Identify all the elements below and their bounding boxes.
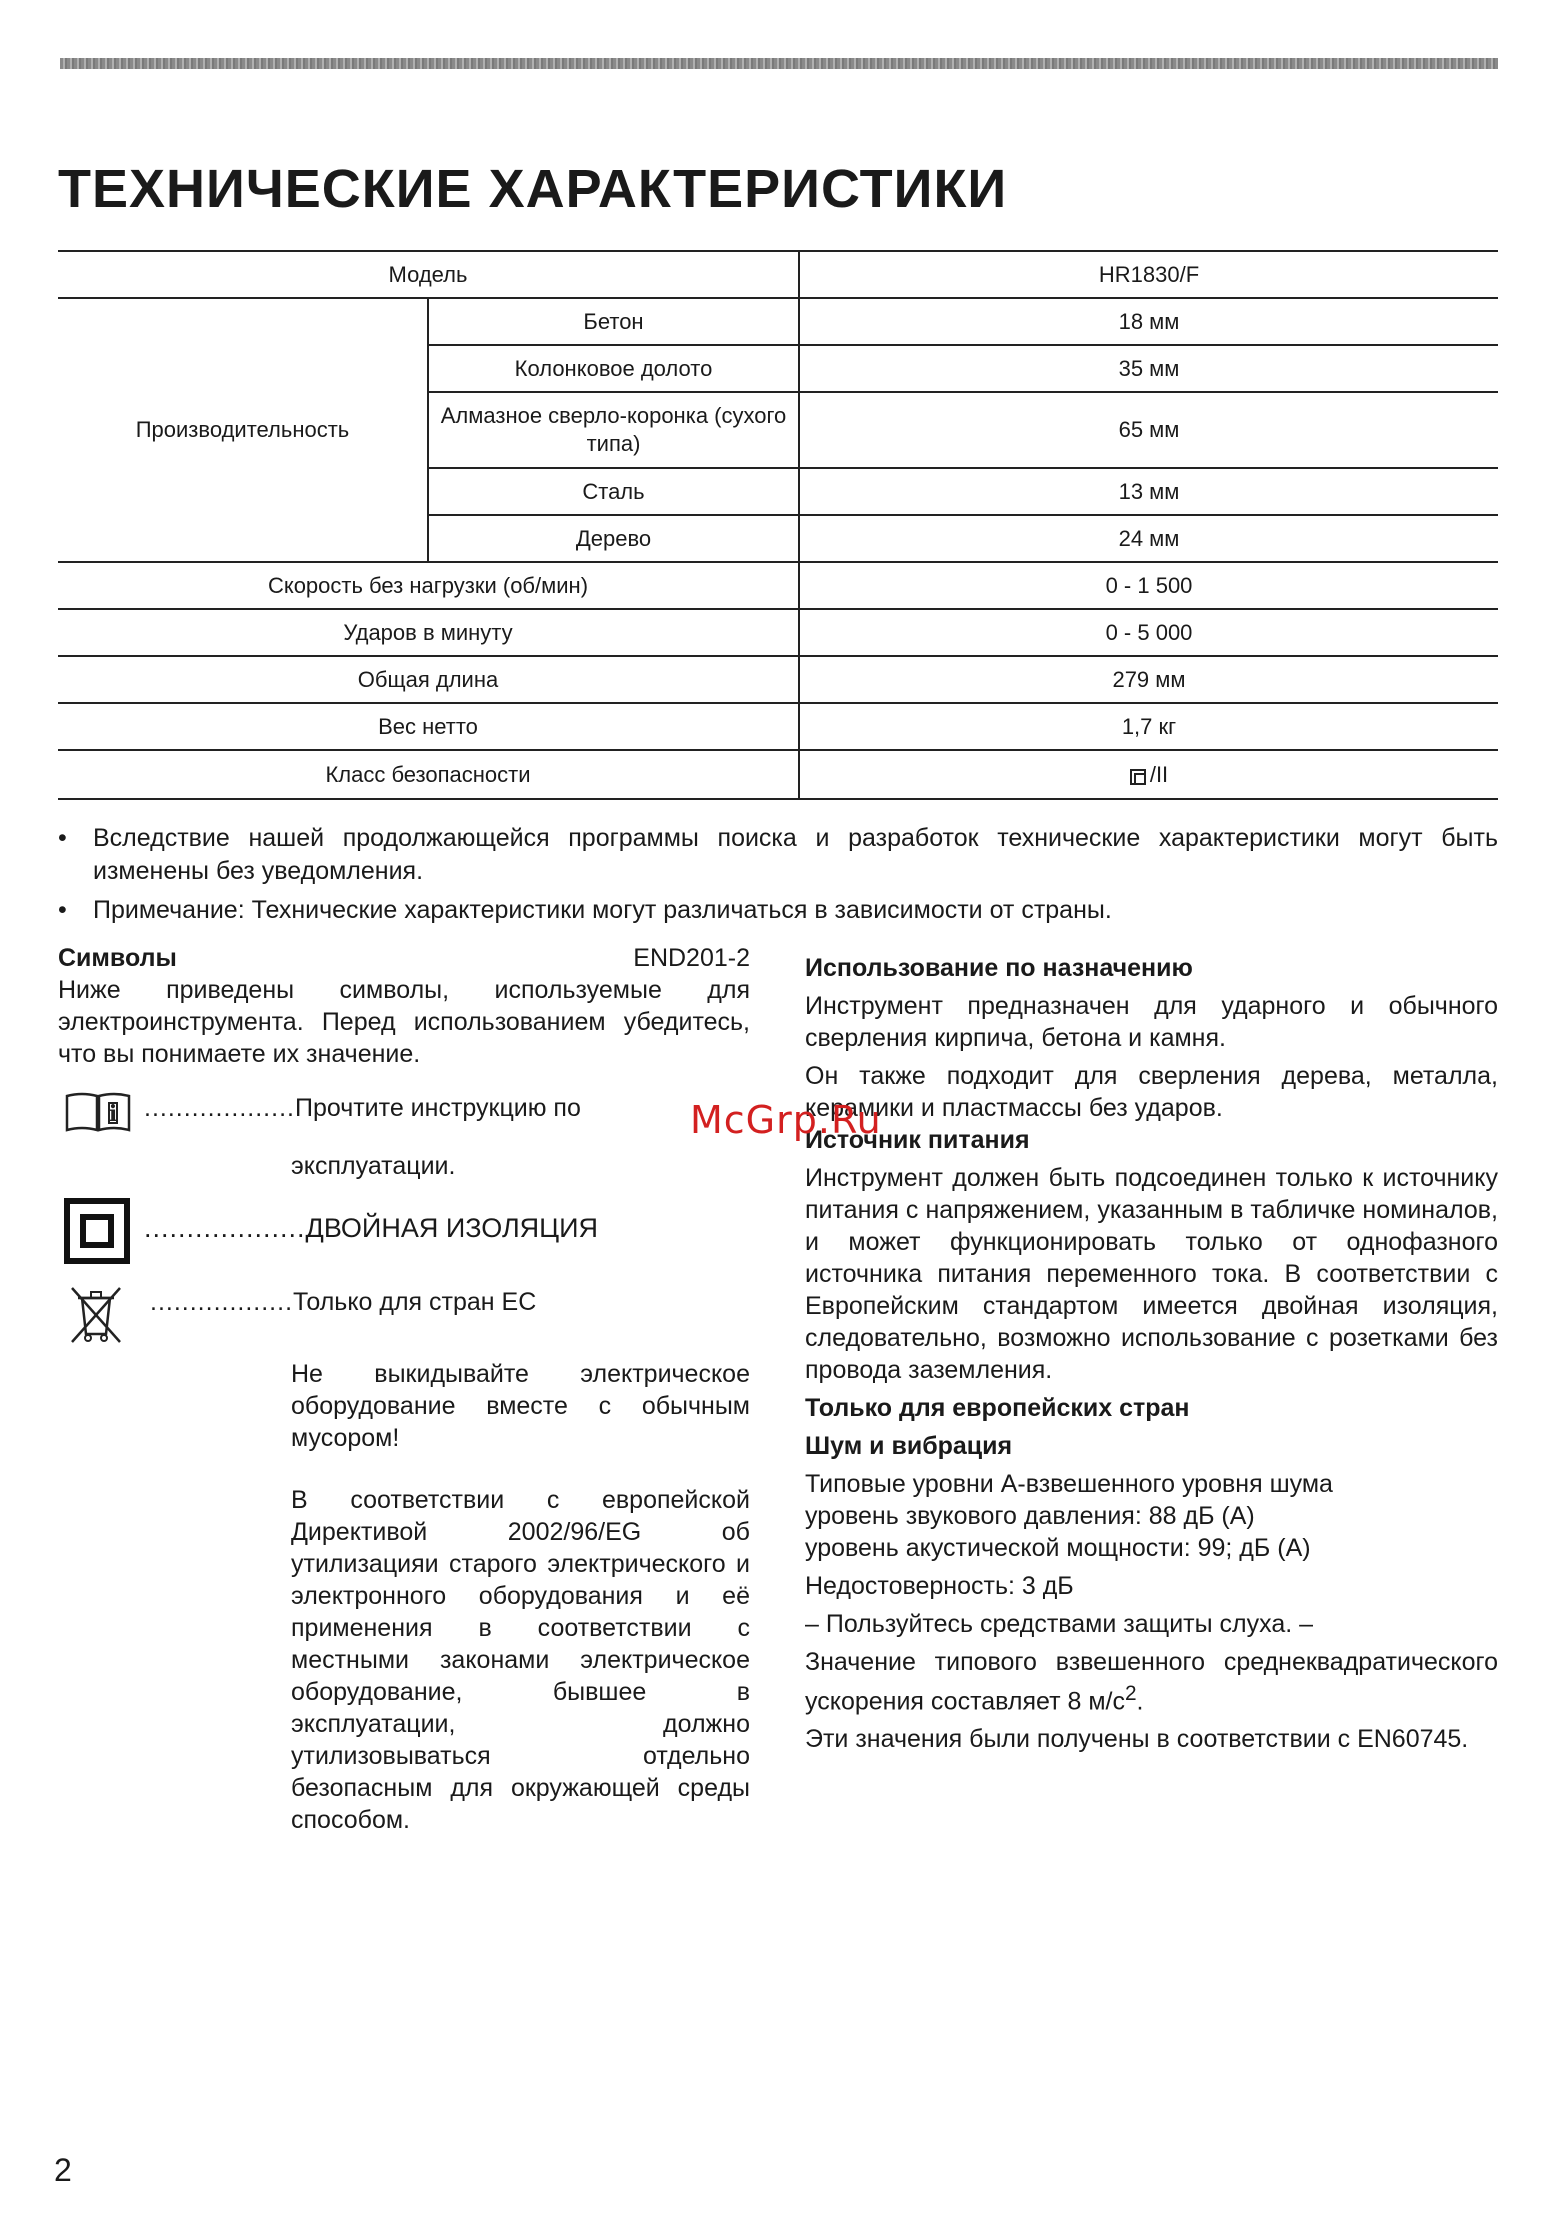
capacity-row-value: 65 мм xyxy=(799,392,1498,468)
power-supply-paragraph: Инструмент должен быть подсоединен только к источнику питания с напряжением, указанным в табличке номиналов, и может функционировать только от однофазного источника питания переменного тока. В соответствии с Европейским стандартом имеется двойная изоляция, следовательно, возможно использование с розетками без провода заземления. xyxy=(805,1164,1498,1384)
page-number: 2 xyxy=(54,2152,72,2188)
symbols-heading: Символы xyxy=(58,944,177,972)
hearing-protection-text: – Пользуйтесь средствами защиты слуха. – xyxy=(805,1610,1314,1638)
symbol-dots: ................... xyxy=(144,1094,295,1122)
symbol-text: Только для стран ЕС xyxy=(293,1288,537,1316)
note-text: Примечание: Технические характеристики могут различаться в зависимости от страны. xyxy=(93,896,1112,924)
eu-only-heading: Только для европейских стран xyxy=(805,1394,1190,1422)
page-title: ТЕХНИЧЕСКИЕ ХАРАКТЕРИСТИКИ xyxy=(58,159,1008,219)
right-column xyxy=(805,952,1498,1755)
intended-use-heading: Использование по назначению xyxy=(805,954,1193,982)
symbol-dots: .................. xyxy=(150,1288,294,1316)
spec-table xyxy=(58,250,1498,800)
symbol-double-insulation xyxy=(58,1194,750,1274)
capacity-row-label: Сталь xyxy=(428,468,799,515)
note-item: • Вследствие нашей продолжающейся программы поиска и разработок технические характеристики могут быть изменены без уведомления. xyxy=(58,824,1498,885)
model-label: Модель xyxy=(58,251,799,298)
uncertainty-text: Недостоверность: 3 дБ xyxy=(805,1572,1074,1600)
spec-row-label: Скорость без нагрузки (об/мин) xyxy=(58,562,799,609)
capacity-row-label: Бетон xyxy=(428,298,799,345)
watermark: McGrp.Ru xyxy=(690,1098,882,1142)
top-decorative-bar xyxy=(60,58,1498,69)
read-manual-icon xyxy=(64,1090,132,1134)
intended-use-paragraph-1: Инструмент предназначен для ударного и обычного сверления кирпича, бетона и камня. xyxy=(805,992,1498,1052)
vibration-period: . xyxy=(1136,1687,1144,1716)
capacity-row-value: 18 мм xyxy=(799,298,1498,345)
capacity-row-value: 13 мм xyxy=(799,468,1498,515)
noise-line: Типовые уровни А-взвешенного уровня шума xyxy=(805,1470,1333,1498)
safety-class-value xyxy=(799,750,1498,799)
symbols-section xyxy=(58,942,750,1836)
symbol-text: ДВОЙНАЯ ИЗОЛЯЦИЯ xyxy=(305,1213,599,1243)
symbols-intro: Ниже приведены символы, используемые для электроинструмента. Перед использованием убедитесь, что вы понимаете их значение. xyxy=(58,976,750,1068)
symbol-weee xyxy=(58,1278,750,1348)
capacity-row-value: 24 мм xyxy=(799,515,1498,562)
capacity-row-label: Алмазное сверло-коронка (сухого типа) xyxy=(428,392,799,468)
spec-row-value: 1,7 кг xyxy=(799,703,1498,750)
note-text: Вследствие нашей продолжающейся программы поиска и разработок технические характеристики могут быть изменены без уведомления. xyxy=(93,824,1498,885)
noise-line: уровень акустической мощности: 99; дБ (А) xyxy=(805,1534,1311,1562)
spec-row-label: Общая длина xyxy=(58,656,799,703)
spec-row-value: 0 - 1 500 xyxy=(799,562,1498,609)
symbol-read-manual xyxy=(58,1084,750,1180)
spec-row-value: 0 - 5 000 xyxy=(799,609,1498,656)
double-insulation-icon xyxy=(1130,769,1146,785)
crossed-bin-icon xyxy=(68,1284,124,1344)
symbol-text: Прочтите инструкцию по xyxy=(294,1094,581,1122)
safety-class-text: /II xyxy=(1149,761,1169,787)
weee-paragraph-1: Не выкидывайте электрическое оборудование вместе с обычным мусором! xyxy=(291,1360,750,1452)
symbol-text-continued: эксплуатации. xyxy=(291,1152,456,1180)
capacity-row-label: Колонковое долото xyxy=(428,345,799,392)
intended-use-paragraph-2: Он также подходит для сверления дерева, металла, керамики и пластмассы без ударов. xyxy=(805,1062,1498,1122)
note-item: • Примечание: Технические характеристики могут различаться в зависимости от страны. xyxy=(58,896,1112,924)
vibration-text xyxy=(805,1646,1498,1717)
symbol-dots: ................... xyxy=(144,1213,306,1243)
noise-vibration-heading: Шум и вибрация xyxy=(805,1432,1013,1460)
spec-row-value: 279 мм xyxy=(799,656,1498,703)
notes-list xyxy=(58,822,1498,933)
capacity-row-value: 35 мм xyxy=(799,345,1498,392)
double-insulation-icon xyxy=(64,1198,130,1264)
vibration-value-text: Значение типового взвешенного среднеквадратического ускорения составляет 8 м/с xyxy=(805,1648,1498,1716)
power-supply-heading: Источник питания xyxy=(805,1126,1030,1154)
noise-line: уровень звукового давления: 88 дБ (А) xyxy=(805,1502,1255,1530)
weee-paragraph-2: В соответствии с европейской Директивой 2002/96/EG об утилизацияи старого электрического и электронного оборудования и её применения в соответствии с местными законами электрическое оборудование, бывшее в эксплуатации, должно утилизовываться отдельно безопасным для окружающей среды способом. xyxy=(291,1486,750,1834)
svg-text:i: i xyxy=(108,1101,118,1127)
symbols-code: END201-2 xyxy=(633,944,750,972)
spec-row-label: Вес нетто xyxy=(58,703,799,750)
capacity-label: Производительность xyxy=(58,298,428,562)
standard-text: Эти значения были получены в соответствии с EN60745. xyxy=(805,1725,1469,1754)
model-value: HR1830/F xyxy=(799,251,1498,298)
vibration-unit-exponent: 2 xyxy=(1124,1682,1137,1705)
safety-class-label: Класс безопасности xyxy=(58,750,799,799)
spec-row-label: Ударов в минуту xyxy=(58,609,799,656)
capacity-row-label: Дерево xyxy=(428,515,799,562)
